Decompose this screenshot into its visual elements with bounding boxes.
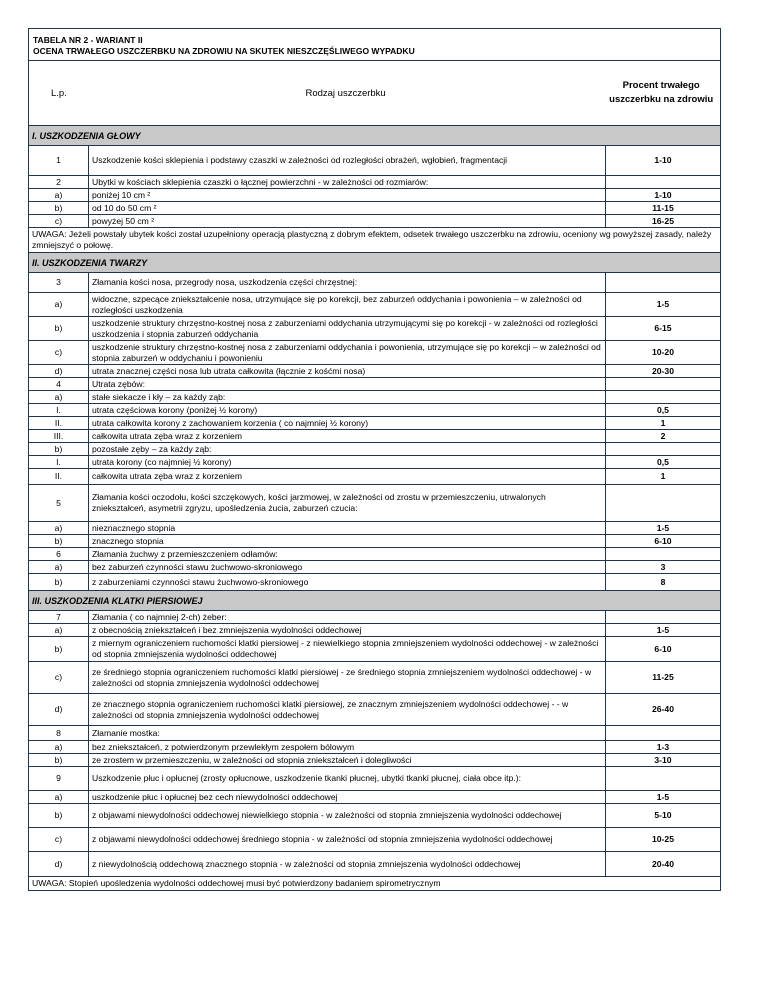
row-percent: 3 [660, 561, 666, 572]
row-description: Uszkodzenie płuc i opłucnej (zrosty opłucnowe, uszkodzenie tkanki płucnej, ubytki tkanki płucnej, ciała obce itp.): [89, 767, 606, 790]
row-description: Złamania ( co najmniej 2-ch) żeber: [89, 611, 606, 623]
row-percent: 10-20 [652, 347, 674, 357]
row-description: Złamanie mostka: [89, 726, 606, 740]
table-row [29, 574, 720, 591]
row-lp: I. [29, 456, 89, 468]
row-description: Ubytki w kościach sklepienia czaszki o łącznej powierzchni - w zależności od rozmiarów: [89, 176, 606, 188]
row-description: Utrata zębów: [89, 378, 606, 390]
table-row [29, 694, 720, 726]
table-row [29, 469, 720, 485]
row-percent: 1-5 [656, 624, 670, 635]
row-description: całkowita utrata zęba wraz z korzeniem [89, 430, 606, 442]
table-row [29, 485, 720, 522]
row-percent: 3-10 [654, 754, 672, 765]
table-row [29, 611, 720, 624]
row-percent: 6-10 [654, 535, 672, 546]
row-lp: III. [29, 430, 89, 442]
row-percent [606, 176, 720, 188]
row-percent: 1-5 [656, 522, 670, 533]
row-lp: b) [29, 574, 89, 590]
table-row [29, 202, 720, 215]
row-description: utrata całkowita korony z zachowaniem korzenia ( co najmniej ½ korony) [89, 417, 606, 429]
row-lp: d) [29, 694, 89, 725]
row-description: bez zniekształceń, z potwierdzonym przewlekłym zespołem bólowym [89, 741, 606, 753]
row-description: z zaburzeniami czynności stawu żuchwowo-skroniowego [89, 574, 606, 590]
column-headers [29, 61, 720, 126]
row-description: ze średniego stopnia ograniczeniem ruchomości klatki piersiowej - ze średniego stopnia zmniejszeniem wydolności oddechowej - w zależności od stopnia zmniejszenia wydolności oddechowej [89, 662, 606, 693]
table-row [29, 293, 720, 317]
row-lp: 5 [29, 485, 89, 521]
row-percent: 1-5 [656, 791, 670, 802]
row-description: powyżej 50 cm ² [89, 215, 606, 227]
row-description: od 10 do 50 cm ² [89, 202, 606, 214]
row-lp: a) [29, 561, 89, 573]
section-title: I. USZKODZENIA GŁOWY [29, 126, 720, 146]
table-row [29, 741, 720, 754]
table-row [29, 391, 720, 404]
row-percent: 20-40 [652, 858, 674, 869]
table-row [29, 726, 720, 741]
table-row [29, 828, 720, 852]
row-description: utrata częściowa korony (poniżej ½ korony) [89, 404, 606, 416]
row-percent: 11-25 [652, 672, 674, 682]
row-description: utrata znacznej części nosa lub utrata całkowita (łącznie z kośćmi nosa) [89, 365, 606, 377]
table-row [29, 341, 720, 365]
row-description: stałe siekacze i kły – za każdy ząb: [89, 391, 606, 403]
table-row [29, 430, 720, 443]
row-lp: 6 [29, 548, 89, 560]
row-description: Złamania kości oczodołu, kości szczękowych, kości jarzmowej, w zależności od zrostu w przemieszczeniu, utrwalonych zniekształceń, asymetrii zgryzu, upośledzenia żucia, zaburzeń czucia: [89, 485, 606, 521]
table-row [29, 804, 720, 828]
row-lp: b) [29, 317, 89, 340]
row-percent: 20-30 [652, 365, 674, 376]
row-lp: b) [29, 754, 89, 766]
table-row [29, 767, 720, 791]
row-percent: 1-3 [656, 741, 670, 752]
row-percent [606, 767, 720, 790]
row-percent [606, 391, 720, 403]
row-lp: a) [29, 293, 89, 316]
row-description: ze znacznego stopnia ograniczeniem ruchomości klatki piersiowej, ze znacznym zmniejszeniem wydolności oddechowej - - w zależności od stopnia zmniejszenia wydolności oddechowej [89, 694, 606, 725]
row-description: z obecnością zniekształceń i bez zmniejszenia wydolności oddechowej [89, 624, 606, 636]
row-description: widoczne, szpecące zniekształcenie nosa, utrzymujące się po korekcji, bez zaburzeń oddychania i powonienia – w zależności od rozległości uszkodzenia [89, 293, 606, 316]
row-lp: c) [29, 662, 89, 693]
row-percent: 26-40 [652, 704, 674, 714]
row-lp: 2 [29, 176, 89, 188]
row-lp: a) [29, 391, 89, 403]
row-lp: a) [29, 522, 89, 534]
row-percent: 10-25 [652, 834, 674, 844]
row-lp: 8 [29, 726, 89, 740]
section-title: III. USZKODZENIA KLATKI PIERSIOWEJ [29, 591, 720, 611]
table-row [29, 317, 720, 341]
row-description: z objawami niewydolności oddechowej średniego stopnia - w zależności od stopnia zmniejszenia wydolności oddechowej [89, 828, 606, 851]
column-procent-line1: Procent trwałego [622, 80, 700, 91]
row-lp: 4 [29, 378, 89, 390]
row-percent: 0,5 [657, 404, 669, 415]
table-row [29, 522, 720, 535]
row-percent: 1-5 [656, 299, 670, 309]
row-description: z objawami niewydolności oddechowej niewielkiego stopnia - w zależności od stopnia zmniejszenia wydolności oddechowej [89, 804, 606, 827]
table-row [29, 548, 720, 561]
row-description: nieznacznego stopnia [89, 522, 606, 534]
row-description: bez zaburzeń czynności stawu żuchwowo-skroniowego [89, 561, 606, 573]
row-percent: 16-25 [652, 215, 674, 226]
table-row [29, 378, 720, 391]
table-row [29, 215, 720, 228]
row-lp: II. [29, 469, 89, 484]
table-row [29, 637, 720, 662]
section-note: UWAGA: Jeżeli powstały ubytek kości został uzupełniony operacją plastyczną z dobrym efektem, odsetek trwałego uszczerbku na zdrowiu, oceniony wg powyższej zasady, należy zmniejszyć o połowę. [29, 228, 720, 253]
row-lp: a) [29, 741, 89, 753]
table-row [29, 662, 720, 694]
row-lp: b) [29, 443, 89, 455]
row-lp: I. [29, 404, 89, 416]
row-percent [606, 443, 720, 455]
row-description: pozostałe zęby – za każdy ząb: [89, 443, 606, 455]
row-lp: b) [29, 202, 89, 214]
table-row [29, 754, 720, 767]
row-lp: 3 [29, 273, 89, 292]
row-description: całkowita utrata zęba wraz z korzeniem [89, 469, 606, 484]
document-table [28, 28, 721, 891]
column-procent [602, 61, 720, 125]
row-description: z miernym ograniczeniem ruchomości klatki piersiowej - z niewielkiego stopnia zmniejszeniem wydolności oddechowej - w zależności od stopnia zmniejszenia wydolności oddechowej [89, 637, 606, 661]
row-percent: 2 [660, 430, 666, 441]
row-percent [606, 485, 720, 521]
table-row [29, 791, 720, 804]
table-row [29, 146, 720, 176]
row-description: Złamania żuchwy z przemieszczeniem odłamów: [89, 548, 606, 560]
row-lp: d) [29, 365, 89, 377]
row-percent: 1 [660, 417, 666, 428]
row-lp: a) [29, 189, 89, 201]
row-lp: b) [29, 637, 89, 661]
row-percent: 6-10 [654, 643, 672, 654]
table-row [29, 404, 720, 417]
row-percent: 8 [660, 576, 666, 587]
row-description: z niewydolnością oddechową znacznego stopnia - w zależności od stopnia zmniejszenia wydolności oddechowej [89, 852, 606, 876]
row-lp: b) [29, 535, 89, 547]
row-percent [606, 548, 720, 560]
row-description: ze zrostem w przemieszczeniu, w zależności od stopnia zniekształceń i dolegliwości [89, 754, 606, 766]
table-subtitle: OCENA TRWAŁEGO USZCZERBKU NA ZDROWIU NA SKUTEK NIESZCZĘŚLIWEGO WYPADKU [33, 46, 415, 56]
row-percent: 1-10 [654, 189, 672, 200]
column-rodzaj: Rodzaj uszczerbku [305, 87, 386, 99]
table-row [29, 443, 720, 456]
column-lp: L.p. [50, 87, 67, 99]
table-body [29, 126, 720, 890]
row-description: Uszkodzenie kości sklepienia i podstawy czaszki w zależności od rozległości obrażeń, wgłobień, fragmentacji [89, 146, 606, 175]
row-lp: II. [29, 417, 89, 429]
row-description: uszkodzenie struktury chrzęstno-kostnej nosa z zaburzeniami oddychania i powonienia, utrzymujące się po korekcji – w zależności od stopnia zaburzeń w oddychaniu i powonieniu [89, 341, 606, 364]
row-lp: a) [29, 791, 89, 803]
row-percent [606, 611, 720, 623]
row-lp: 7 [29, 611, 89, 623]
row-lp: c) [29, 341, 89, 364]
row-percent: 1 [660, 471, 666, 481]
row-percent [606, 726, 720, 740]
table-row [29, 852, 720, 877]
row-lp: c) [29, 828, 89, 851]
table-title: TABELA NR 2 - WARIANT II [33, 35, 143, 45]
section-note: UWAGA: Stopień upośledzenia wydolności oddechowej musi być potwierdzony badaniem spirometrycznym [32, 878, 441, 888]
row-percent [606, 378, 720, 390]
table-row [29, 365, 720, 378]
table-row [29, 417, 720, 430]
row-percent: 5-10 [654, 810, 672, 820]
row-percent: 1-10 [654, 155, 672, 165]
row-lp: 1 [29, 146, 89, 175]
row-lp: a) [29, 624, 89, 636]
row-lp: b) [29, 804, 89, 827]
row-percent [606, 273, 720, 292]
row-lp: d) [29, 852, 89, 876]
row-lp: 9 [29, 767, 89, 790]
row-percent: 6-15 [654, 323, 672, 333]
section-title: II. USZKODZENIA TWARZY [29, 253, 720, 273]
row-lp: c) [29, 215, 89, 227]
row-description: uszkodzenie płuc i opłucnej bez cech niewydolności oddechowej [89, 791, 606, 803]
row-percent: 0,5 [657, 456, 669, 467]
table-row [29, 189, 720, 202]
row-description: utrata korony (co najmniej ½ korony) [89, 456, 606, 468]
table-row [29, 535, 720, 548]
row-description: uszkodzenie struktury chrzęstno-kostnej nosa z zaburzeniami oddychania utrzymującymi się po korekcji - w zależności od rozległości uszkodzenia i stopnia zaburzeń oddychania [89, 317, 606, 340]
column-procent-line2: uszczerbku na zdrowiu [609, 94, 714, 105]
table-row [29, 176, 720, 189]
row-description: poniżej 10 cm ² [89, 189, 606, 201]
table-row [29, 561, 720, 574]
row-description: znacznego stopnia [89, 535, 606, 547]
table-row [29, 273, 720, 293]
row-description: Złamania kości nosa, przegrody nosa, uszkodzenia części chrzęstnej: [89, 273, 606, 292]
table-header [29, 29, 720, 61]
row-percent: 11-15 [652, 202, 674, 213]
table-row [29, 456, 720, 469]
table-row [29, 624, 720, 637]
